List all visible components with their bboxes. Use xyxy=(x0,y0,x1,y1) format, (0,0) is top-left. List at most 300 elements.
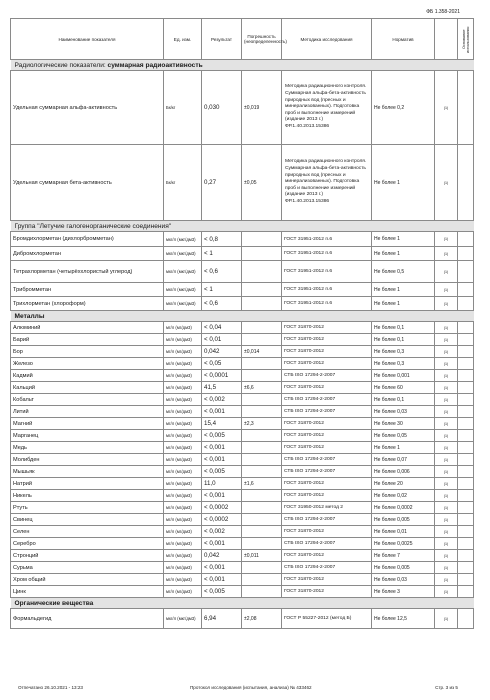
cell-name: Медь xyxy=(11,442,164,454)
cell-blank xyxy=(458,394,474,406)
cell-error xyxy=(242,261,282,283)
cell-unit: мг/л (мг/дм3) xyxy=(164,322,202,334)
cell-result: 0,042 xyxy=(202,550,242,562)
print-timestamp: Отпечатано 26.10.2021 - 13:23 xyxy=(18,685,83,690)
header-blank xyxy=(435,19,458,60)
cell-error xyxy=(242,502,282,514)
cell-result: < 0,01 xyxy=(202,334,242,346)
cell-ref: (1) xyxy=(435,490,458,502)
cell-error xyxy=(242,454,282,466)
cell-norm: Не более 0,1 xyxy=(372,322,435,334)
cell-unit: мкг/л (мкг/дм3) xyxy=(164,232,202,247)
cell-blank xyxy=(458,466,474,478)
cell-norm: Не более 0,005 xyxy=(372,514,435,526)
cell-blank xyxy=(458,232,474,247)
cell-ref: (1) xyxy=(435,71,458,145)
cell-norm: Не более 60 xyxy=(372,382,435,394)
cell-unit: мг/л (мг/дм3) xyxy=(164,586,202,598)
cell-error xyxy=(242,442,282,454)
cell-unit: мкг/л (мкг/дм3) xyxy=(164,283,202,297)
cell-name: Цинк xyxy=(11,586,164,598)
header-result: Результат xyxy=(202,19,242,60)
cell-method: СТБ ISO 17294-2-2007 xyxy=(282,406,372,418)
section-title-plain: Радиологические показатели: xyxy=(14,61,108,69)
cell-blank xyxy=(458,283,474,297)
section-title xyxy=(11,598,474,609)
cell-ref: (1) xyxy=(435,586,458,598)
section-title-plain: Группа "Летучие галогенорганические соединения" xyxy=(14,222,172,230)
cell-error xyxy=(242,358,282,370)
table-row xyxy=(11,538,474,550)
cell-norm: Не более 30 xyxy=(372,418,435,430)
cell-norm: Не более 0,03 xyxy=(372,574,435,586)
cell-ref: (1) xyxy=(435,346,458,358)
cell-method: ГОСТ 31951-2012 п.6 xyxy=(282,261,372,283)
cell-unit: мкг/л (мкг/дм3) xyxy=(164,297,202,311)
cell-blank xyxy=(458,550,474,562)
cell-ref: (1) xyxy=(435,247,458,261)
cell-ref: (1) xyxy=(435,526,458,538)
cell-unit: мг/л (мг/дм3) xyxy=(164,454,202,466)
cell-ref: (1) xyxy=(435,418,458,430)
table-row xyxy=(11,232,474,247)
cell-name: Кальций xyxy=(11,382,164,394)
cell-name: Никель xyxy=(11,490,164,502)
cell-name: Тетрахлорметан (четырёххлористый углерод) xyxy=(11,261,164,283)
cell-ref: (1) xyxy=(435,283,458,297)
cell-norm: Не более 0,1 xyxy=(372,334,435,346)
cell-name: Железо xyxy=(11,358,164,370)
cell-ref: (1) xyxy=(435,261,458,283)
cell-method: Методика радиационного контроля. Суммарная альфа-бета-активность природных вод (пресных и минерализованных). Подготовка проб и выполнение измерений (издание 2013 г.) ФР.1.40.2013.15386 xyxy=(282,71,372,145)
cell-ref: (1) xyxy=(435,478,458,490)
cell-norm: Не более 0,05 xyxy=(372,430,435,442)
cell-blank xyxy=(458,71,474,145)
table-row xyxy=(11,358,474,370)
cell-error xyxy=(242,430,282,442)
section-header xyxy=(11,221,474,232)
cell-method: ГОСТ Р 55227-2012 (метод Б) xyxy=(282,609,372,629)
cell-norm: Не более 20 xyxy=(372,478,435,490)
cell-ref: (1) xyxy=(435,382,458,394)
cell-ref: (1) xyxy=(435,322,458,334)
cell-blank xyxy=(458,322,474,334)
table-row xyxy=(11,145,474,221)
section-title-bold: суммарная радиоактивность xyxy=(107,61,203,69)
cell-ref: (1) xyxy=(435,406,458,418)
cell-ref: (1) xyxy=(435,394,458,406)
cell-ref: (1) xyxy=(435,609,458,629)
cell-method: СТБ ISO 17294-2-2007 xyxy=(282,394,372,406)
table-row xyxy=(11,370,474,382)
cell-name: Бромдихлорметан (дихлорбромметан) xyxy=(11,232,164,247)
table-row xyxy=(11,382,474,394)
results-table xyxy=(10,18,474,629)
table-row xyxy=(11,526,474,538)
cell-ref: (1) xyxy=(435,430,458,442)
cell-result: < 0,002 xyxy=(202,394,242,406)
table-row xyxy=(11,550,474,562)
cell-ref: (1) xyxy=(435,574,458,586)
cell-ref: (1) xyxy=(435,502,458,514)
cell-unit: мг/л (мг/дм3) xyxy=(164,514,202,526)
cell-unit: мг/л (мг/дм3) xyxy=(164,358,202,370)
header-unit: Ед. изм. xyxy=(164,19,202,60)
cell-result: < 0,04 xyxy=(202,322,242,334)
cell-norm: Не более 0,07 xyxy=(372,454,435,466)
cell-unit: Бк/кг xyxy=(164,71,202,145)
table-row xyxy=(11,514,474,526)
cell-ref: (1) xyxy=(435,538,458,550)
cell-name: Ртуть xyxy=(11,502,164,514)
table-body xyxy=(11,60,474,629)
cell-error xyxy=(242,538,282,550)
cell-method: ГОСТ 31870-2012 xyxy=(282,574,372,586)
cell-ref: (1) xyxy=(435,370,458,382)
cell-method: ГОСТ 31870-2012 xyxy=(282,550,372,562)
cell-norm: Не более 1 xyxy=(372,442,435,454)
cell-error: ±0,05 xyxy=(242,145,282,221)
cell-result: < 0,0001 xyxy=(202,370,242,382)
cell-result: < 0,005 xyxy=(202,430,242,442)
cell-ref: (1) xyxy=(435,514,458,526)
cell-norm: Не более 12,5 xyxy=(372,609,435,629)
cell-error: ±1,6 xyxy=(242,478,282,490)
cell-norm: Не более 1 xyxy=(372,232,435,247)
cell-norm: Не более 0,5 xyxy=(372,261,435,283)
section-header xyxy=(11,311,474,322)
cell-norm: Не более 1 xyxy=(372,297,435,311)
cell-method: ГОСТ 31950-2012 метод 2 xyxy=(282,502,372,514)
cell-ref: (1) xyxy=(435,297,458,311)
cell-blank xyxy=(458,490,474,502)
cell-unit: мг/л (мг/дм3) xyxy=(164,478,202,490)
cell-result: 0,042 xyxy=(202,346,242,358)
cell-method: ГОСТ 31870-2012 xyxy=(282,490,372,502)
cell-name: Трибромметан xyxy=(11,283,164,297)
cell-blank xyxy=(458,334,474,346)
cell-result: < 0,001 xyxy=(202,562,242,574)
cell-result: < 1 xyxy=(202,283,242,297)
cell-norm: Не более 0,02 xyxy=(372,490,435,502)
cell-norm: Не более 7 xyxy=(372,550,435,562)
cell-error: ±2,3 xyxy=(242,418,282,430)
cell-name: Литий xyxy=(11,406,164,418)
cell-name: Кобальт xyxy=(11,394,164,406)
cell-result: < 0,005 xyxy=(202,466,242,478)
section-title xyxy=(11,221,474,232)
cell-blank xyxy=(458,358,474,370)
header-ref: Основание использования xyxy=(458,19,474,60)
cell-method: ГОСТ 31870-2012 xyxy=(282,346,372,358)
cell-method: СТБ ISO 17294-2-2007 xyxy=(282,466,372,478)
cell-method: ГОСТ 31870-2012 xyxy=(282,418,372,430)
cell-result: 6,94 xyxy=(202,609,242,629)
header-name: Наименование показателя xyxy=(11,19,164,60)
cell-name: Хром общий xyxy=(11,574,164,586)
cell-error: ±0,011 xyxy=(242,550,282,562)
cell-result: < 0,001 xyxy=(202,538,242,550)
cell-method: ГОСТ 31870-2012 xyxy=(282,382,372,394)
cell-norm: Не более 1 xyxy=(372,247,435,261)
cell-unit: мг/л (мг/дм3) xyxy=(164,574,202,586)
cell-blank xyxy=(458,586,474,598)
cell-result: < 0,001 xyxy=(202,406,242,418)
header-method: Методика исследования xyxy=(282,19,372,60)
cell-error xyxy=(242,370,282,382)
cell-error xyxy=(242,406,282,418)
cell-name: Барий xyxy=(11,334,164,346)
table-row xyxy=(11,322,474,334)
cell-error xyxy=(242,283,282,297)
cell-result: < 0,6 xyxy=(202,261,242,283)
cell-error xyxy=(242,466,282,478)
table-row xyxy=(11,71,474,145)
cell-blank xyxy=(458,442,474,454)
cell-norm: Не более 0,0002 xyxy=(372,502,435,514)
cell-name: Серебро xyxy=(11,538,164,550)
cell-blank xyxy=(458,514,474,526)
table-row xyxy=(11,418,474,430)
table-row xyxy=(11,247,474,261)
cell-result: < 0,001 xyxy=(202,490,242,502)
cell-unit: мг/л (мг/дм3) xyxy=(164,382,202,394)
cell-method: ГОСТ 31951-2012 п.6 xyxy=(282,232,372,247)
cell-blank xyxy=(458,609,474,629)
cell-result: < 0,05 xyxy=(202,358,242,370)
cell-unit: мг/л (мг/дм3) xyxy=(164,346,202,358)
cell-name: Сурьма xyxy=(11,562,164,574)
header-error: Погрешность (неопределенность) xyxy=(242,19,282,60)
cell-method: ГОСТ 31870-2012 xyxy=(282,586,372,598)
protocol-number: Протокол исследования (испытания, анализа) № 433462 xyxy=(190,685,312,690)
cell-result: < 0,001 xyxy=(202,442,242,454)
cell-blank xyxy=(458,502,474,514)
cell-error: ±0,014 xyxy=(242,346,282,358)
cell-norm: Не более 0,006 xyxy=(372,466,435,478)
page-number: Стр. 3 из 5 xyxy=(435,685,458,690)
table-header-row xyxy=(11,19,474,60)
cell-method: ГОСТ 31870-2012 xyxy=(282,478,372,490)
cell-result: 0,030 xyxy=(202,71,242,145)
cell-norm: Не более 0,001 xyxy=(372,370,435,382)
cell-result: < 0,8 xyxy=(202,232,242,247)
cell-error xyxy=(242,394,282,406)
table-row xyxy=(11,454,474,466)
cell-unit: мг/л (мг/дм3) xyxy=(164,502,202,514)
cell-name: Формальдегид xyxy=(11,609,164,629)
cell-unit: мг/л (мг/дм3) xyxy=(164,430,202,442)
cell-error xyxy=(242,562,282,574)
table-row xyxy=(11,478,474,490)
table-row xyxy=(11,442,474,454)
section-header xyxy=(11,60,474,71)
cell-unit: мг/л (мг/дм3) xyxy=(164,418,202,430)
cell-ref: (1) xyxy=(435,550,458,562)
cell-name: Кадмий xyxy=(11,370,164,382)
cell-name: Бор xyxy=(11,346,164,358)
cell-norm: Не более 1 xyxy=(372,145,435,221)
cell-ref: (1) xyxy=(435,562,458,574)
cell-ref: (1) xyxy=(435,334,458,346)
cell-norm: Не более 3 xyxy=(372,586,435,598)
cell-norm: Не более 0,3 xyxy=(372,358,435,370)
cell-blank xyxy=(458,562,474,574)
cell-error xyxy=(242,334,282,346)
cell-error xyxy=(242,247,282,261)
cell-norm: Не более 0,1 xyxy=(372,394,435,406)
cell-ref: (1) xyxy=(435,145,458,221)
cell-ref: (1) xyxy=(435,358,458,370)
table-row xyxy=(11,574,474,586)
cell-result: < 1 xyxy=(202,247,242,261)
cell-blank xyxy=(458,145,474,221)
cell-blank xyxy=(458,430,474,442)
section-header xyxy=(11,598,474,609)
cell-result: < 0,0002 xyxy=(202,502,242,514)
cell-norm: Не более 0,3 xyxy=(372,346,435,358)
table-row xyxy=(11,297,474,311)
cell-name: Алюминий xyxy=(11,322,164,334)
cell-norm: Не более 0,2 xyxy=(372,71,435,145)
table-row xyxy=(11,466,474,478)
table-row xyxy=(11,406,474,418)
cell-unit: мкг/л (мкг/дм3) xyxy=(164,261,202,283)
cell-unit: мг/л (мг/дм3) xyxy=(164,406,202,418)
cell-method: ГОСТ 31870-2012 xyxy=(282,322,372,334)
cell-error xyxy=(242,297,282,311)
cell-norm: Не более 0,005 xyxy=(372,562,435,574)
cell-name: Удельная суммарная бета-активность xyxy=(11,145,164,221)
cell-method: ГОСТ 31870-2012 xyxy=(282,358,372,370)
cell-blank xyxy=(458,526,474,538)
cell-ref: (1) xyxy=(435,442,458,454)
table-row xyxy=(11,346,474,358)
cell-method: ГОСТ 31870-2012 xyxy=(282,430,372,442)
cell-unit: мг/л (мг/дм3) xyxy=(164,526,202,538)
table-row xyxy=(11,562,474,574)
cell-result: < 0,6 xyxy=(202,297,242,311)
cell-error xyxy=(242,526,282,538)
table-row xyxy=(11,261,474,283)
cell-error xyxy=(242,574,282,586)
section-title xyxy=(11,311,474,322)
cell-method: ГОСТ 31870-2012 xyxy=(282,442,372,454)
cell-method: ГОСТ 31951-2012 п.6 xyxy=(282,247,372,261)
cell-blank xyxy=(458,346,474,358)
cell-method: СТБ ISO 17294-2-2007 xyxy=(282,562,372,574)
cell-blank xyxy=(458,574,474,586)
cell-blank xyxy=(458,406,474,418)
cell-blank xyxy=(458,297,474,311)
cell-result: 11,0 xyxy=(202,478,242,490)
cell-norm: Не более 0,03 xyxy=(372,406,435,418)
cell-blank xyxy=(458,382,474,394)
cell-unit: мг/л (мг/дм3) xyxy=(164,466,202,478)
table-row xyxy=(11,334,474,346)
cell-ref: (1) xyxy=(435,466,458,478)
cell-ref: (1) xyxy=(435,232,458,247)
cell-result: 41,5 xyxy=(202,382,242,394)
cell-blank xyxy=(458,261,474,283)
document-code: ФБ 1.358-2021 xyxy=(426,9,460,15)
cell-unit: мг/л (мг/дм3) xyxy=(164,442,202,454)
cell-method: Методика радиационного контроля. Суммарная альфа-бета-активность природных вод (пресных и минерализованных). Подготовка проб и выполнение измерений (издание 2013 г.) ФР.1.40.2013.15386 xyxy=(282,145,372,221)
cell-result: < 0,005 xyxy=(202,586,242,598)
cell-result: 0,27 xyxy=(202,145,242,221)
cell-norm: Не более 1 xyxy=(372,283,435,297)
cell-unit: мг/л (мг/дм3) xyxy=(164,562,202,574)
cell-method: ГОСТ 31951-2012 п.6 xyxy=(282,283,372,297)
section-title-bold: Металлы xyxy=(14,312,45,320)
cell-error xyxy=(242,232,282,247)
cell-norm: Не более 0,01 xyxy=(372,526,435,538)
cell-blank xyxy=(458,418,474,430)
table-row xyxy=(11,586,474,598)
cell-unit: мг/л (мг/дм3) xyxy=(164,370,202,382)
cell-method: СТБ ISO 17294-2-2007 xyxy=(282,454,372,466)
cell-method: СТБ ISO 17294-2-2007 xyxy=(282,370,372,382)
cell-result: < 0,001 xyxy=(202,454,242,466)
cell-name: Магний xyxy=(11,418,164,430)
cell-unit: мкг/л (мкг/дм3) xyxy=(164,609,202,629)
cell-unit: мг/л (мг/дм3) xyxy=(164,550,202,562)
cell-unit: мг/л (мг/дм3) xyxy=(164,538,202,550)
cell-norm: Не более 0,0025 xyxy=(372,538,435,550)
cell-name: Дибромхлорметан xyxy=(11,247,164,261)
cell-unit: Бк/кг xyxy=(164,145,202,221)
cell-blank xyxy=(458,538,474,550)
cell-result: 15,4 xyxy=(202,418,242,430)
cell-unit: мг/л (мг/дм3) xyxy=(164,394,202,406)
cell-error xyxy=(242,490,282,502)
header-norm: Норматив xyxy=(372,19,435,60)
cell-name: Селен xyxy=(11,526,164,538)
cell-result: < 0,0002 xyxy=(202,514,242,526)
cell-unit: мг/л (мг/дм3) xyxy=(164,490,202,502)
cell-name: Трихлорметан (хлороформ) xyxy=(11,297,164,311)
cell-error xyxy=(242,322,282,334)
cell-unit: мкг/л (мкг/дм3) xyxy=(164,247,202,261)
cell-name: Свинец xyxy=(11,514,164,526)
table-row xyxy=(11,430,474,442)
table-row xyxy=(11,609,474,629)
table-row xyxy=(11,394,474,406)
cell-name: Молибден xyxy=(11,454,164,466)
cell-result: < 0,001 xyxy=(202,574,242,586)
cell-method: ГОСТ 31870-2012 xyxy=(282,334,372,346)
cell-error xyxy=(242,514,282,526)
cell-blank xyxy=(458,370,474,382)
cell-ref: (1) xyxy=(435,454,458,466)
table-row xyxy=(11,490,474,502)
table-row xyxy=(11,502,474,514)
cell-error xyxy=(242,586,282,598)
cell-blank xyxy=(458,478,474,490)
cell-blank xyxy=(458,247,474,261)
cell-name: Стронций xyxy=(11,550,164,562)
cell-blank xyxy=(458,454,474,466)
cell-result: < 0,002 xyxy=(202,526,242,538)
table-row xyxy=(11,283,474,297)
cell-error: ±6,6 xyxy=(242,382,282,394)
cell-error: ±0,019 xyxy=(242,71,282,145)
cell-method: СТБ ISO 17294-2-2007 xyxy=(282,514,372,526)
cell-unit: мг/л (мг/дм3) xyxy=(164,334,202,346)
cell-method: СТБ ISO 17294-2-2007 xyxy=(282,538,372,550)
section-title-bold: Органические вещества xyxy=(14,599,94,607)
cell-name: Натрий xyxy=(11,478,164,490)
